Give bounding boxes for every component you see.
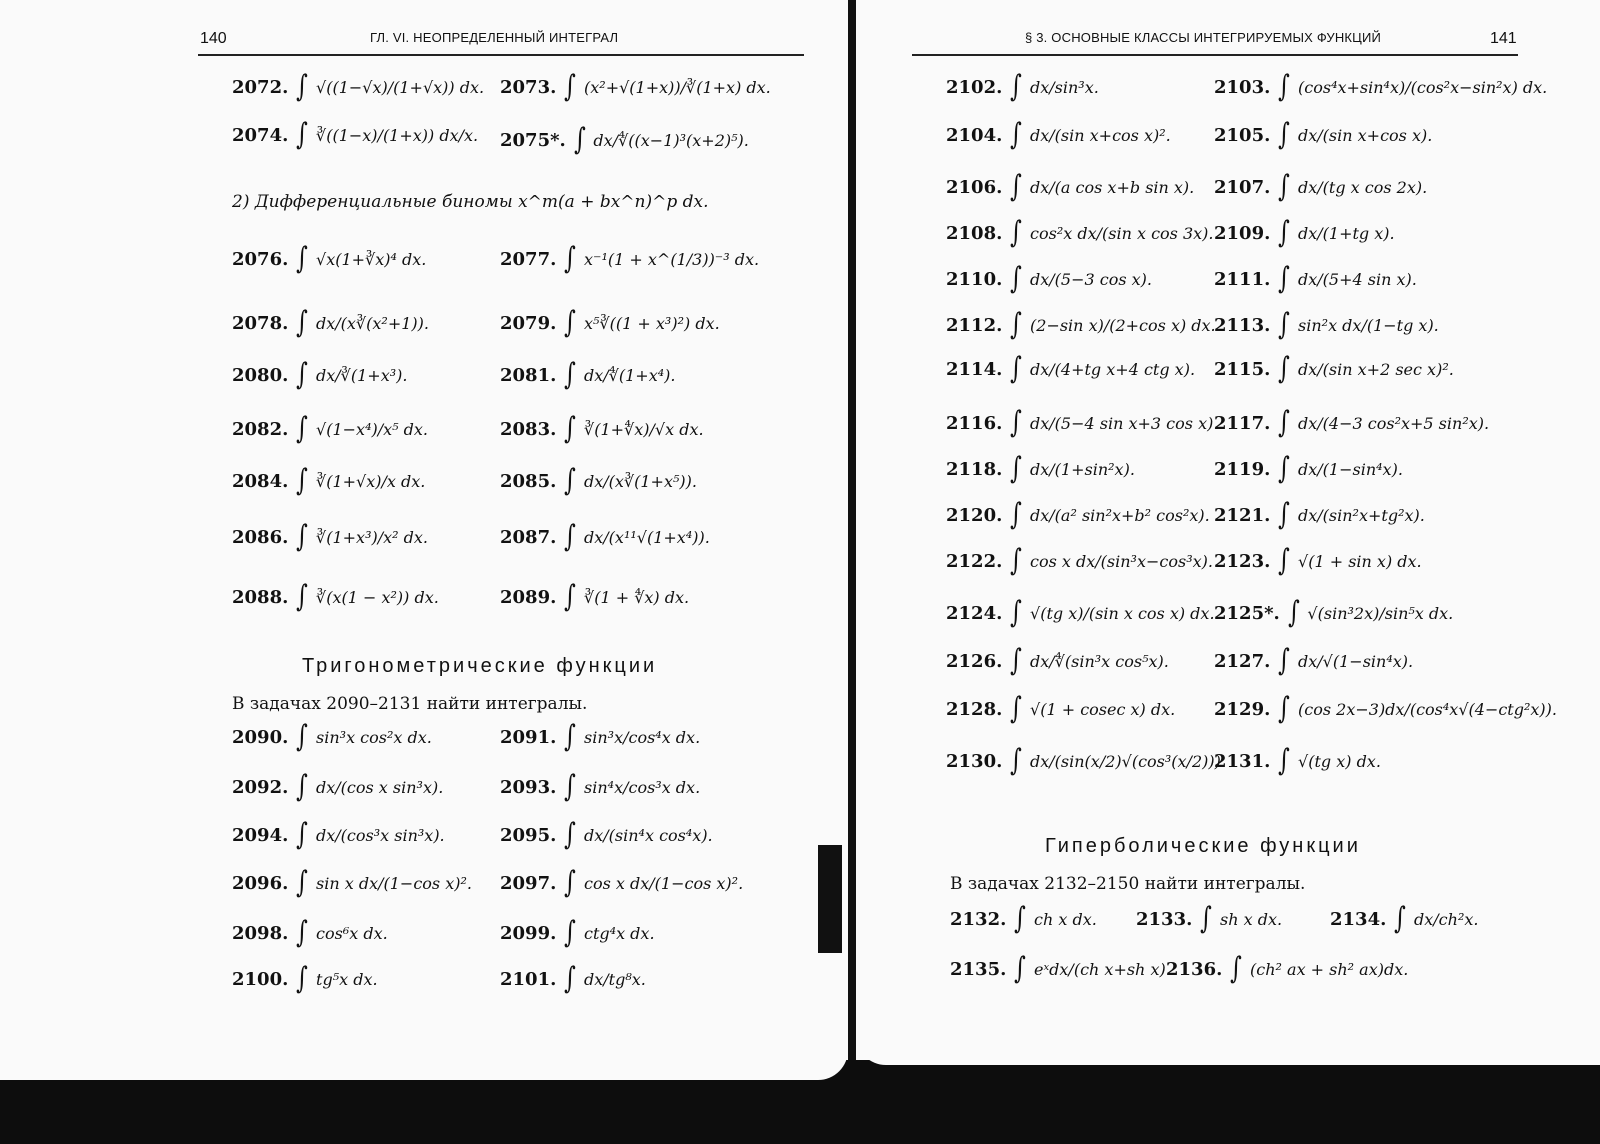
problem: 2133. ∫ sh x dx. xyxy=(1136,901,1283,936)
problem: 2118. ∫ dx/(1+sin²x). xyxy=(946,451,1135,486)
problem: 2106. ∫ dx/(a cos x+b sin x). xyxy=(946,169,1195,204)
problem: 2110. ∫ dx/(5−3 cos x). xyxy=(946,261,1153,296)
problem: 2125*. ∫ √(sin³2x)/sin⁵x dx. xyxy=(1214,595,1454,630)
right-header-rule xyxy=(912,54,1518,56)
left-running-head: ГЛ. VI. НЕОПРЕДЕЛЕННЫЙ ИНТЕГРАЛ xyxy=(370,30,619,45)
problem: 2122. ∫ cos x dx/(sin³x−cos³x). xyxy=(946,543,1213,578)
problem: 2132. ∫ ch x dx. xyxy=(950,901,1097,936)
problem: 2109. ∫ dx/(1+tg x). xyxy=(1214,215,1395,250)
problem: 2131. ∫ √(tg x) dx. xyxy=(1214,743,1381,778)
problem: 2075*. ∫ dx/∜((x−1)³(x+2)⁵). xyxy=(500,122,749,157)
problem: 2083. ∫ ∛(1+∜x)/√x dx. xyxy=(500,411,704,446)
problem: 2134. ∫ dx/ch²x. xyxy=(1330,901,1479,936)
problem: 2104. ∫ dx/(sin x+cos x)². xyxy=(946,117,1171,152)
problem: 2121. ∫ dx/(sin²x+tg²x). xyxy=(1214,497,1425,532)
hyper-section-title: Гиперболические функции xyxy=(1045,835,1361,857)
problem: 2087. ∫ dx/(x¹¹√(1+x⁴)). xyxy=(500,519,710,554)
problem: 2103. ∫ (cos⁴x+sin⁴x)/(cos²x−sin²x) dx. xyxy=(1214,69,1548,104)
problem: 2077. ∫ x⁻¹(1 + x^(1/3))⁻³ dx. xyxy=(500,241,760,276)
problem: 2085. ∫ dx/(x∛(1+x⁵)). xyxy=(500,463,697,498)
problem: 2090. ∫ sin³x cos²x dx. xyxy=(232,719,432,754)
problem: 2081. ∫ dx/∜(1+x⁴). xyxy=(500,357,676,392)
problem: 2096. ∫ sin x dx/(1−cos x)². xyxy=(232,865,472,900)
left-page-curl xyxy=(0,1040,848,1080)
hyper-intro: В задачах 2132–2150 найти интегралы. xyxy=(950,874,1306,894)
problem: 2130. ∫ dx/(sin(x/2)√(cos³(x/2))). xyxy=(946,743,1226,778)
problem: 2078. ∫ dx/(x∛(x²+1)). xyxy=(232,305,429,340)
problem: 2114. ∫ dx/(4+tg x+4 ctg x). xyxy=(946,351,1196,386)
problem: 2105. ∫ dx/(sin x+cos x). xyxy=(1214,117,1433,152)
problem: 2093. ∫ sin⁴x/cos³x dx. xyxy=(500,769,701,804)
problem: 2112. ∫ (2−sin x)/(2+cos x) dx. xyxy=(946,307,1216,342)
problem: 2091. ∫ sin³x/cos⁴x dx. xyxy=(500,719,701,754)
problem: 2102. ∫ dx/sin³x. xyxy=(946,69,1099,104)
problem: 2079. ∫ x⁵∛((1 + x³)²) dx. xyxy=(500,305,720,340)
problem: 2116. ∫ dx/(5−4 sin x+3 cos x). xyxy=(946,405,1219,440)
problem: 2117. ∫ dx/(4−3 cos²x+5 sin²x). xyxy=(1214,405,1490,440)
problem: 2120. ∫ dx/(a² sin²x+b² cos²x). xyxy=(946,497,1210,532)
problem: 2097. ∫ cos x dx/(1−cos x)². xyxy=(500,865,744,900)
problem: 2124. ∫ √(tg x)/(sin x cos x) dx. xyxy=(946,595,1215,630)
problem: 2082. ∫ √(1−x⁴)/x⁵ dx. xyxy=(232,411,428,446)
problem: 2101. ∫ dx/tg⁸x. xyxy=(500,961,646,996)
problem: 2129. ∫ (cos 2x−3)dx/(cos⁴x√(4−ctg²x)). xyxy=(1214,691,1557,726)
trig-intro: В задачах 2090–2131 найти интегралы. xyxy=(232,694,588,714)
problem: 2088. ∫ ∛(x(1 − x²)) dx. xyxy=(232,579,439,614)
problem: 2119. ∫ dx/(1−sin⁴x). xyxy=(1214,451,1403,486)
scan-shadow-mark xyxy=(818,845,842,953)
problem: 2094. ∫ dx/(cos³x sin³x). xyxy=(232,817,445,852)
problem: 2099. ∫ ctg⁴x dx. xyxy=(500,915,655,950)
problem: 2107. ∫ dx/(tg x cos 2x). xyxy=(1214,169,1428,204)
problem: 2126. ∫ dx/∜(sin³x cos⁵x). xyxy=(946,643,1169,678)
problem: 2127. ∫ dx/√(1−sin⁴x). xyxy=(1214,643,1414,678)
trig-section-title: Тригонометрические функции xyxy=(302,655,658,677)
problem: 2100. ∫ tg⁵x dx. xyxy=(232,961,378,996)
right-page-number: 141 xyxy=(1490,30,1517,47)
problem: 2111. ∫ dx/(5+4 sin x). xyxy=(1214,261,1417,296)
problem: 2108. ∫ cos²x dx/(sin x cos 3x). xyxy=(946,215,1214,250)
problem: 2113. ∫ sin²x dx/(1−tg x). xyxy=(1214,307,1439,342)
problem: 2074. ∫ ∛((1−x)/(1+x)) dx/x. xyxy=(232,117,479,152)
problem: 2076. ∫ √x(1+∛x)⁴ dx. xyxy=(232,241,427,276)
left-page-number: 140 xyxy=(200,30,227,47)
right-page-curl xyxy=(856,1035,1600,1065)
left-header-rule xyxy=(198,54,804,56)
problem: 2072. ∫ √((1−√x)/(1+√x)) dx. xyxy=(232,69,485,104)
problem: 2115. ∫ dx/(sin x+2 sec x)². xyxy=(1214,351,1454,386)
right-running-head: § 3. ОСНОВНЫЕ КЛАССЫ ИНТЕГРИРУЕМЫХ ФУНКЦИЙ xyxy=(1025,30,1382,45)
problem: 2128. ∫ √(1 + cosec x) dx. xyxy=(946,691,1176,726)
problem: 2073. ∫ (x²+√(1+x))/∛(1+x) dx. xyxy=(500,69,771,104)
problem: 2136. ∫ (ch² ax + sh² ax)dx. xyxy=(1166,951,1409,986)
problem: 2089. ∫ ∛(1 + ∜x) dx. xyxy=(500,579,690,614)
problem: 2086. ∫ ∛(1+x³)/x² dx. xyxy=(232,519,428,554)
binomials-heading: 2) Дифференциальные биномы x^m(a + bx^n)^p dx. xyxy=(232,192,709,212)
problem: 2095. ∫ dx/(sin⁴x cos⁴x). xyxy=(500,817,713,852)
problem: 2135. ∫ eˣdx/(ch x+sh x). xyxy=(950,951,1171,986)
problem: 2080. ∫ dx/∛(1+x³). xyxy=(232,357,408,392)
problem: 2092. ∫ dx/(cos x sin³x). xyxy=(232,769,444,804)
problem: 2084. ∫ ∛(1+√x)/x dx. xyxy=(232,463,426,498)
book-gutter xyxy=(848,0,856,1100)
problem: 2123. ∫ √(1 + sin x) dx. xyxy=(1214,543,1422,578)
problem: 2098. ∫ cos⁶x dx. xyxy=(232,915,388,950)
